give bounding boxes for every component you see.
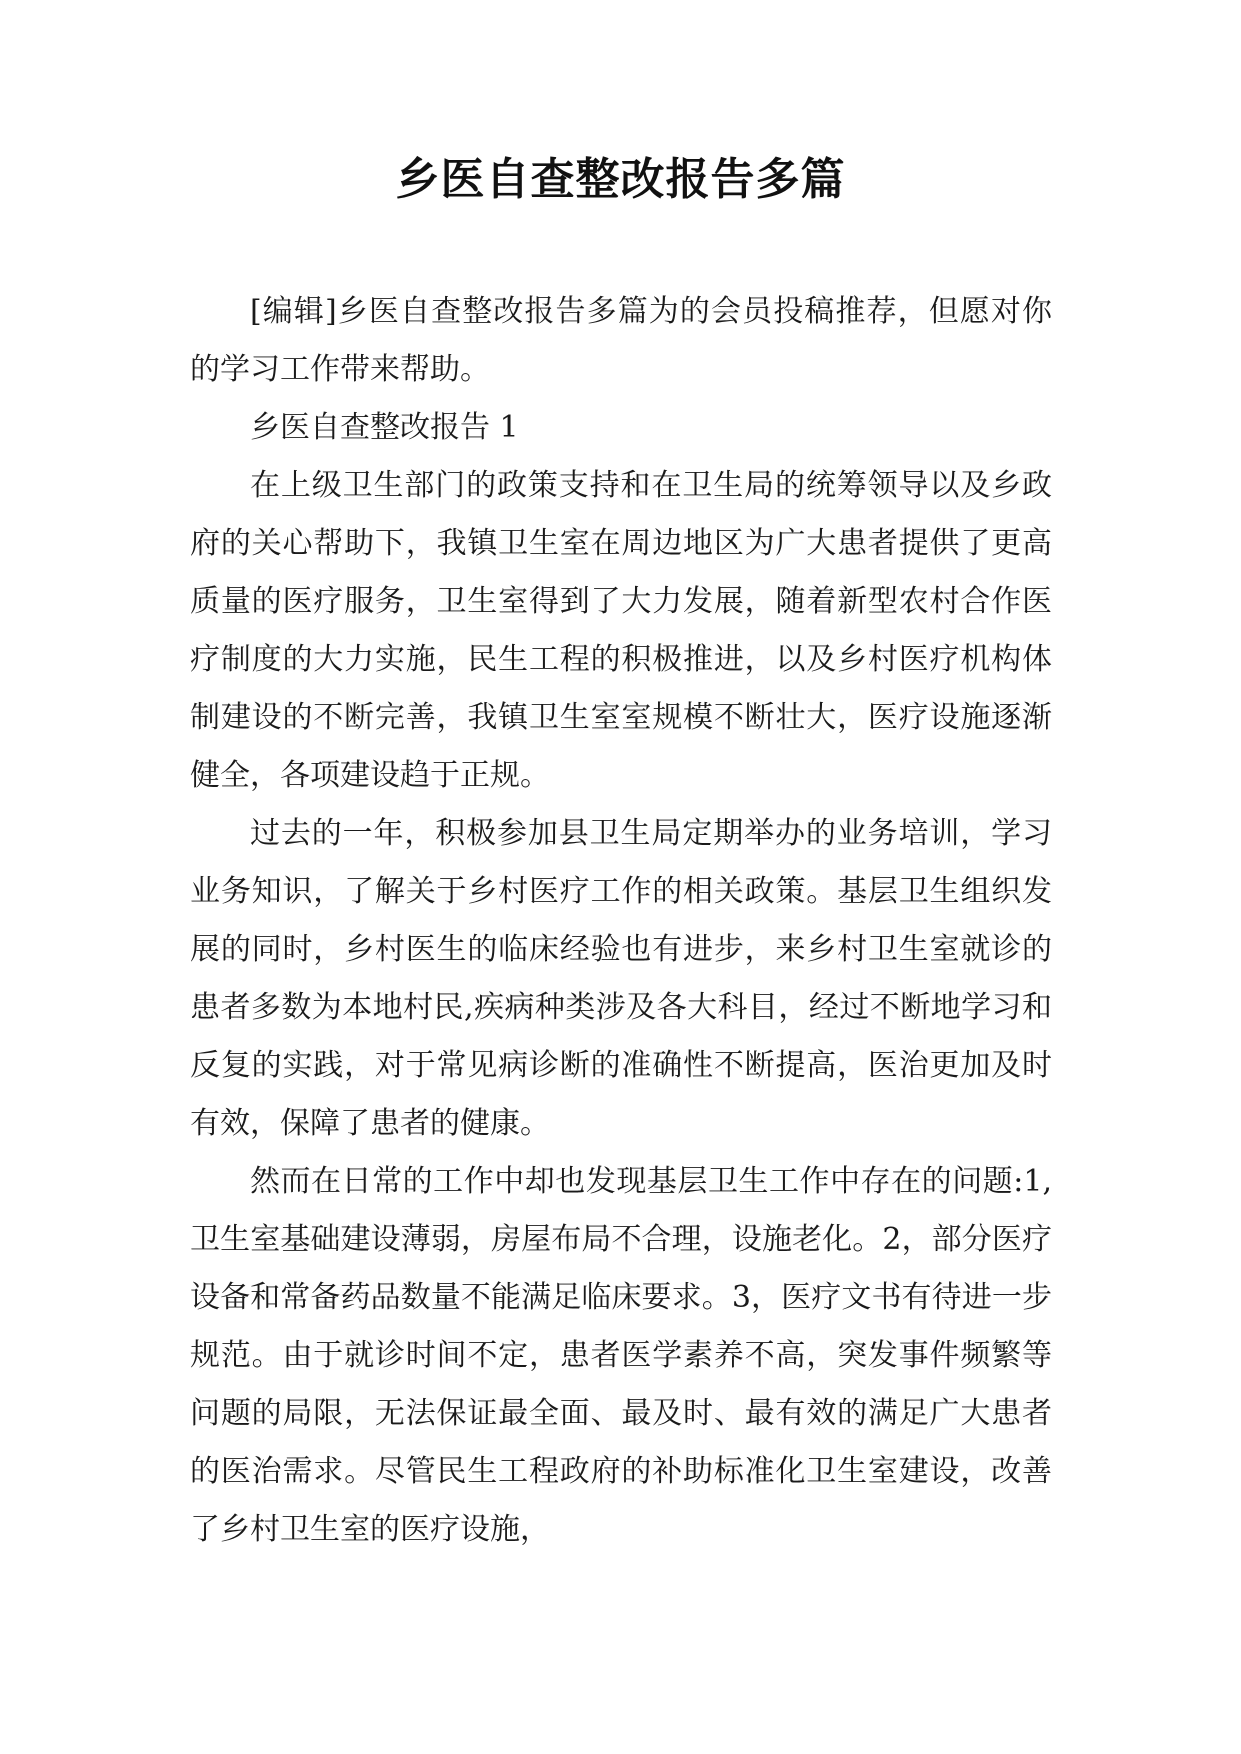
paragraph: 然而在日常的工作中却也发现基层卫生工作中存在的问题:1,卫生室基础建设薄弱，房屋布局不合理，设施老化。2，部分医疗设备和常备药品数量不能满足临床要求。3，医疗文书有待进一步规范。由于就诊时间不定，患者医学素养不高，突发事件频繁等问题的局限，无法保证最全面、最及时、最有效的满足广大患者的医治需求。尽管民生工程政府的补助标准化卫生室建设，改善了乡村卫生室的医疗设施，: [190, 1164, 1052, 1547]
paragraph: 过去的一年，积极参加县卫生局定期举办的业务培训，学习业务知识，了解关于乡村医疗工作的相关政策。基层卫生组织发展的同时，乡村医生的临床经验也有进步，来乡村卫生室就诊的患者多数为本地村民,疾病种类涉及各大科目，经过不断地学习和反复的实践，对于常见病诊断的准确性不断提高，医治更加及时有效，保障了患者的健康。: [190, 816, 1052, 1141]
paragraph-intro: [编辑]乡医自查整改报告多篇为的会员投稿推荐，但愿对你的学习工作带来帮助。: [190, 294, 1052, 387]
paragraph: 在上级卫生部门的政策支持和在卫生局的统筹领导以及乡政府的关心帮助下，我镇卫生室在周边地区为广大患者提供了更高质量的医疗服务，卫生室得到了大力发展，随着新型农村合作医疗制度的大力实施，民生工程的积极推进，以及乡村医疗机构体制建设的不断完善，我镇卫生室室规模不断壮大，医疗设施逐渐健全，各项建设趋于正规。: [190, 468, 1052, 793]
document-title: 乡医自查整改报告多篇: [395, 154, 846, 205]
section-heading: 乡医自查整改报告 1: [250, 410, 519, 445]
document-body: [190, 283, 1052, 1559]
